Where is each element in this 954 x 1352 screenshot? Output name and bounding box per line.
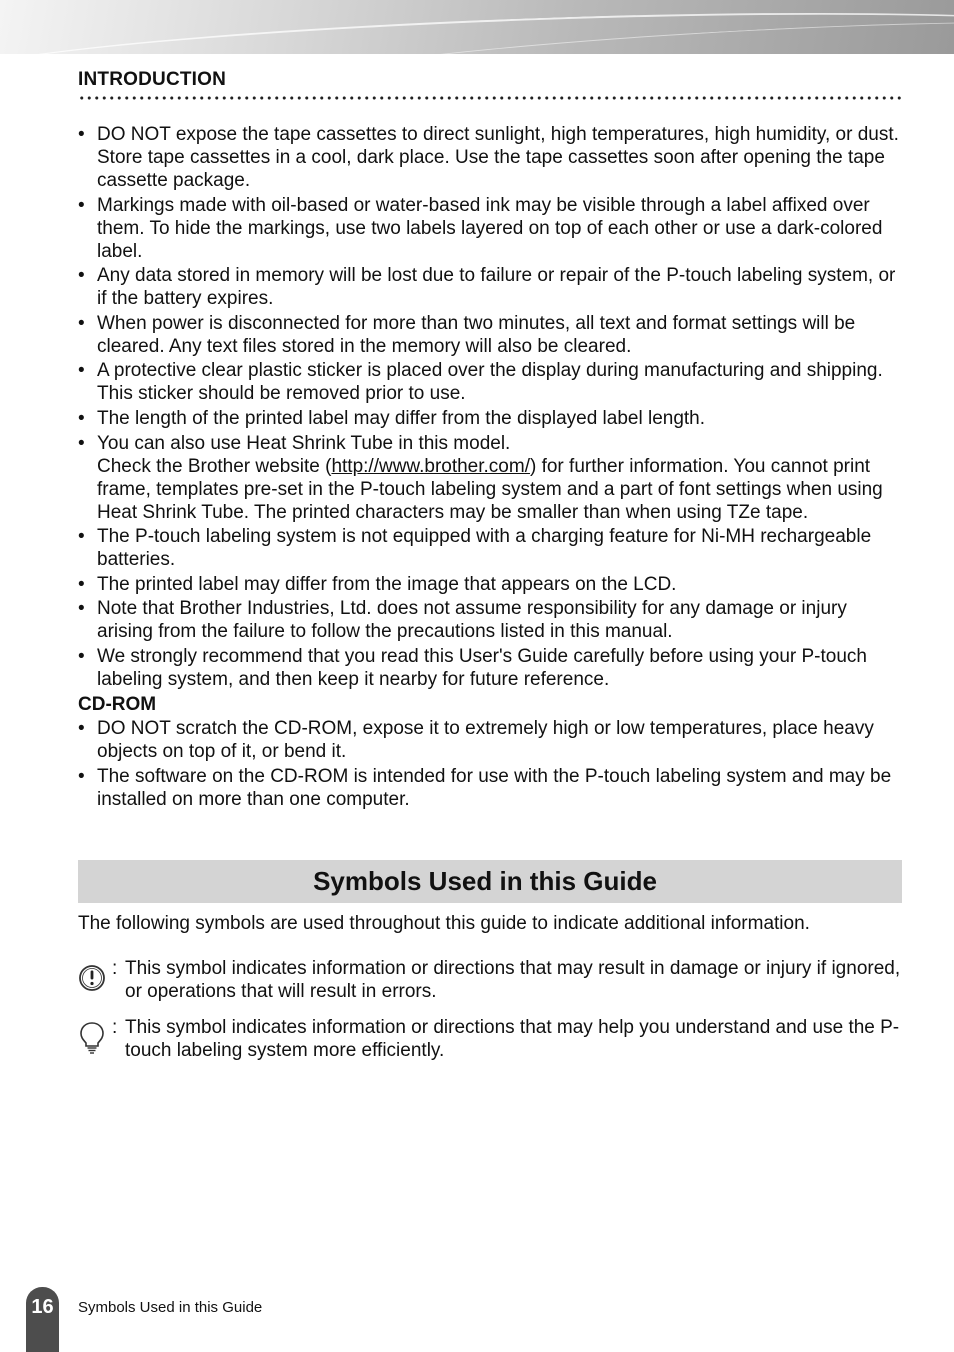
- header-banner: [0, 0, 954, 54]
- footer-section-title: Symbols Used in this Guide: [78, 1299, 263, 1316]
- heat-shrink-line1: You can also use Heat Shrink Tube in this model.: [97, 432, 511, 454]
- list-item: • Note that Brother Industries, Ltd. does not assume responsibility for any damage or injury arising from the failure to follow the precautions listed in this manual.: [78, 597, 904, 643]
- heat-shrink-post-link: ) for further information. You cannot print frame, templates pre-set in the P-touch labeling system and a part of font settings when using Heat Shrink Tube. The printed characters may be smaller than when using TZe tape.: [97, 455, 883, 523]
- precautions-list: [78, 123, 904, 812]
- lightbulb-icon: [78, 1020, 110, 1054]
- caution-description: This symbol indicates information or directions that may result in damage or injury if ignored, or operations that will result in errors.: [125, 958, 901, 1002]
- list-item: • The length of the printed label may differ from the displayed label length.: [78, 407, 904, 430]
- symbols-section-banner: [78, 860, 902, 903]
- section-label: INTRODUCTION: [78, 69, 227, 90]
- list-item: • The P-touch labeling system is not equipped with a charging feature for Ni-MH rechargeable batteries.: [78, 525, 904, 571]
- page-number: 16: [31, 1296, 54, 1318]
- list-item: • A protective clear plastic sticker is placed over the display during manufacturing and shipping. This sticker should be removed prior to use.: [78, 359, 904, 405]
- brother-website-link[interactable]: http://www.brother.com/: [331, 455, 530, 477]
- list-item: • DO NOT scratch the CD-ROM, expose it to extremely high or low temperatures, place heavy objects on top of it, or bend it.: [78, 717, 904, 763]
- page-number-tab: [26, 1287, 59, 1352]
- list-item: • The printed label may differ from the image that appears on the LCD.: [78, 573, 904, 596]
- list-item: • Any data stored in memory will be lost due to failure or repair of the P-touch labeling system, or if the battery expires.: [78, 264, 904, 310]
- list-item: • DO NOT expose the tape cassettes to direct sunlight, high temperatures, high humidity, or dust. Store tape cassettes in a cool, dark place. Use the tape cassettes soon after opening the tape cassette package.: [78, 123, 904, 192]
- symbol-row-note: [78, 1016, 904, 1062]
- symbols-section-title: Symbols Used in this Guide: [313, 866, 657, 896]
- heat-shrink-pre-link: Check the Brother website (: [97, 455, 332, 477]
- list-item: • Markings made with oil-based or water-based ink may be visible through a label affixed over them. To hide the markings, use two labels layered on top of each other or use a dark-colored label.: [78, 194, 904, 263]
- note-description: This symbol indicates information or directions that may help you understand and use the P-touch labeling system more efficiently.: [125, 1017, 900, 1061]
- caution-icon: [78, 961, 110, 995]
- symbols-intro: The following symbols are used throughout this guide to indicate additional information.: [78, 913, 810, 934]
- list-item: • The software on the CD-ROM is intended for use with the P-touch labeling system and may be installed on more than one computer.: [78, 765, 904, 811]
- symbol-row-caution: [78, 957, 904, 1003]
- cdrom-heading: CD-ROM: [78, 693, 157, 715]
- symbol-colon: :: [112, 1017, 118, 1038]
- dotted-divider: [78, 95, 902, 101]
- list-item: • We strongly recommend that you read this User's Guide carefully before using your P-touch labeling system, and then keep it nearby for future reference.: [78, 645, 904, 691]
- list-item: • When power is disconnected for more than two minutes, all text and format settings will be cleared. Any text files stored in the memory will also be cleared.: [78, 312, 904, 358]
- list-item-heat-shrink: [78, 432, 904, 524]
- symbol-colon: :: [112, 958, 118, 979]
